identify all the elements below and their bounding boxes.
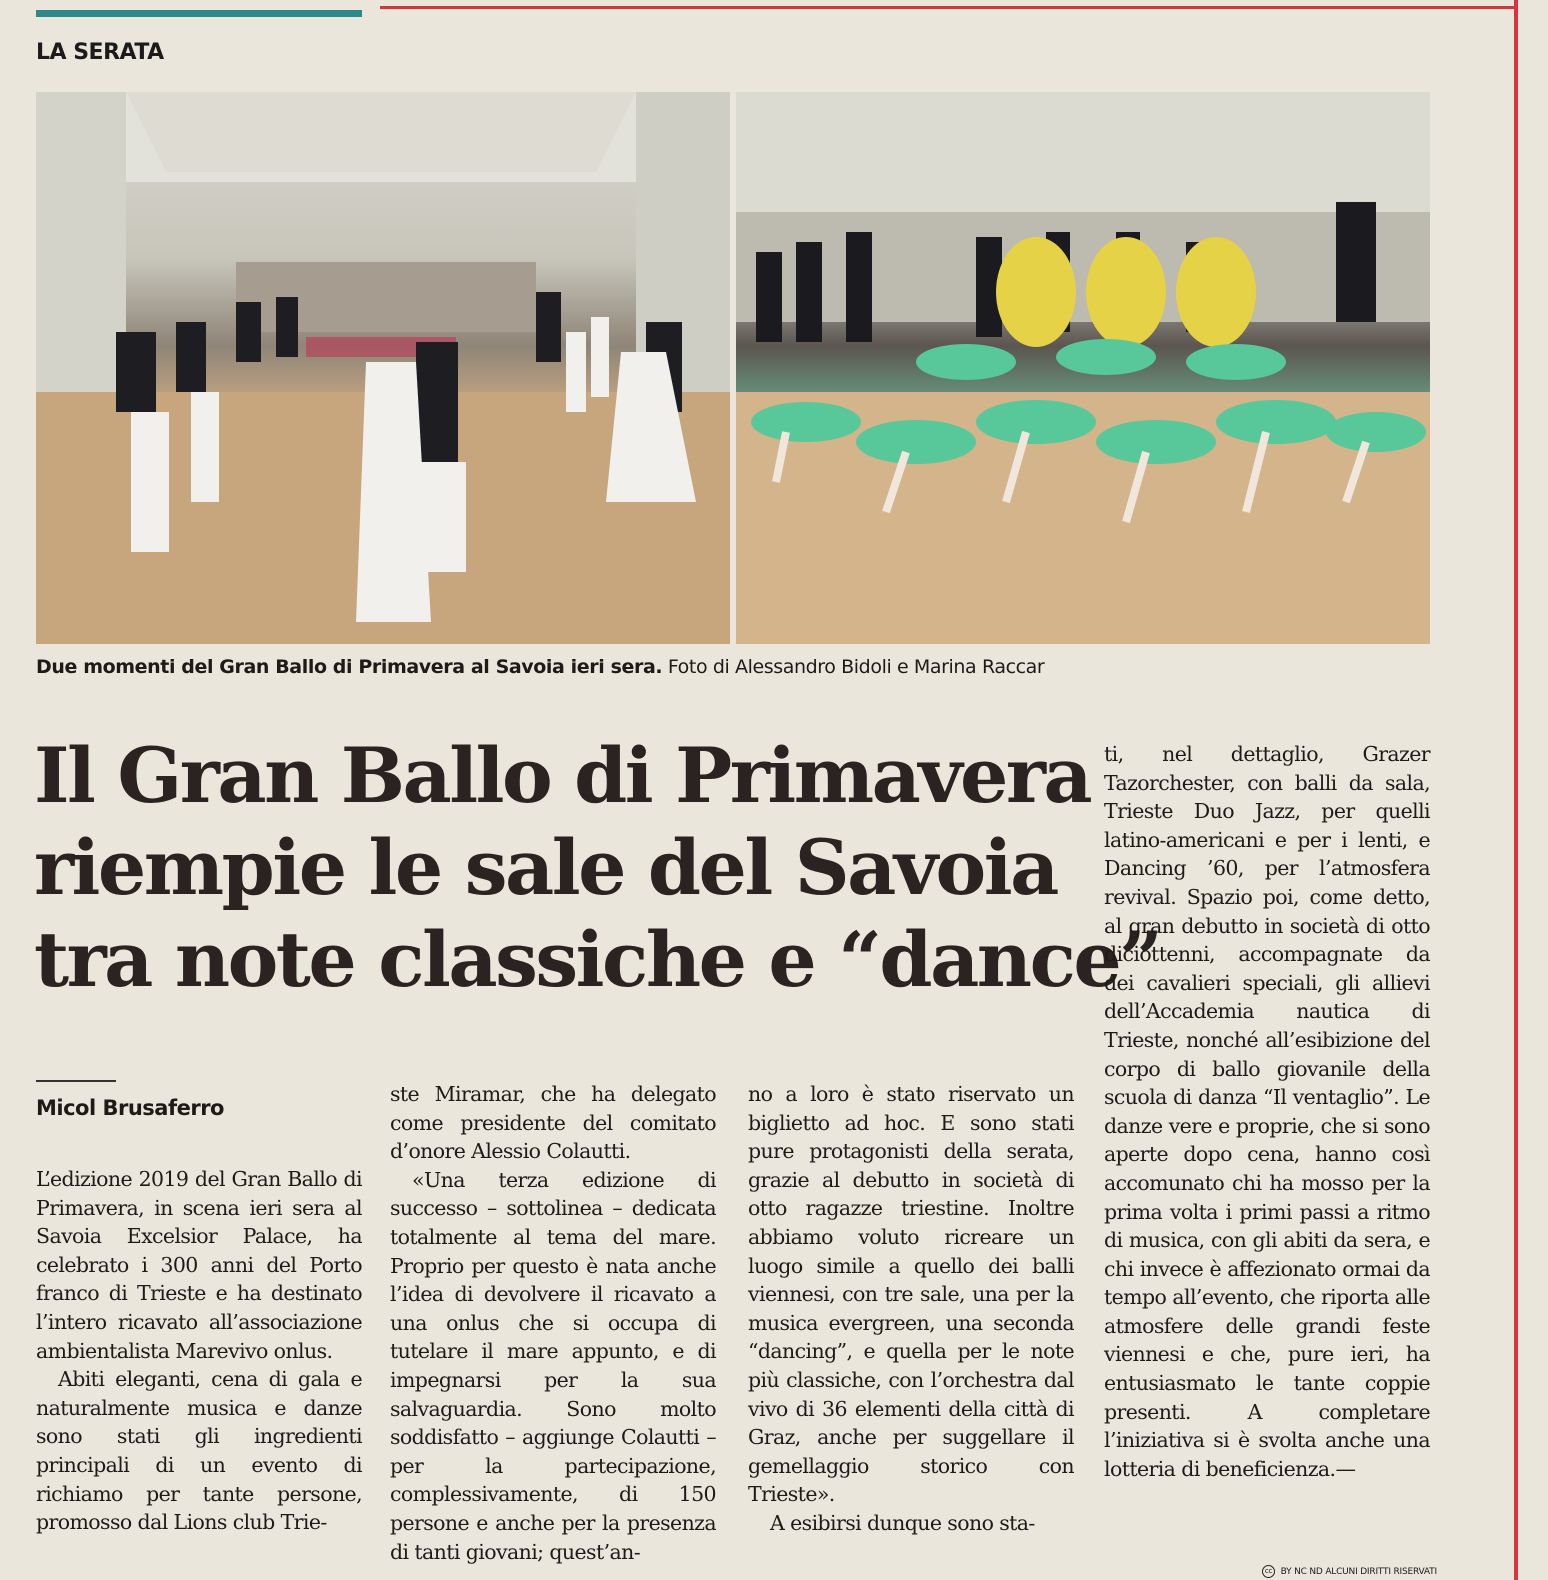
paragraph: A esibirsi dunque sono sta-: [770, 1510, 1035, 1535]
headline-line: tra note classiche e “dance”: [34, 915, 1161, 1004]
article-headline: [34, 730, 1161, 1006]
license-text: BY NC ND ALCUNI DIRITTI RISERVATI: [1280, 1567, 1437, 1577]
creative-commons-icon: cc: [1262, 1565, 1275, 1578]
page-border-top: [380, 6, 1518, 9]
photo-caption: [36, 656, 1426, 678]
article-column-4: [1104, 740, 1430, 1483]
photo-ballroom-dancing: [36, 92, 730, 644]
caption-text: Due momenti del Gran Ballo di Primavera al Savoia ieri sera.: [36, 656, 663, 678]
paragraph: ti, nel dettaglio, Grazer Tazorchester, con balli da sala, Trieste Duo Jazz, per quelli latino-americani e per i lenti, e Dancing ’60, per l’atmosfera revival. Spazio poi, come detto, al gran debutto in società di otto diciottenni, accompagnate da dei cavalieri speciali, gli allievi dell’Accademia nautica di Trieste, nonché all’esibizione del corpo di ballo giovanile della scuola di danza “Il ventaglio”. Le danze vere e proprie, che si sono aperte dopo cena, hanno così accomunato chi ha mosso per la prima volta i primi passi a ritmo di musica, con gli abiti da sera, e chi invece è affezionato ormai da tempo all’evento, che riporta alle atmosfere delle grandi feste viennesi e che, pure ieri, ha entusiasmato le tante coppie presenti. A completare l’iniziativa si è svolta anche una lotteria di beneficienza.—: [1104, 742, 1430, 1481]
article-column-1: [36, 1165, 362, 1537]
photo-credit: Foto di Alessandro Bidoli e Marina Raccar: [667, 656, 1045, 678]
paragraph: Abiti eleganti, cena di gala e naturalmente musica e danze sono stati gli ingredienti principali di un evento di richiamo per tante persone, promosso dal Lions club Trie-: [36, 1367, 362, 1535]
section-color-bar: [36, 10, 362, 17]
section-label: LA SERATA: [36, 40, 164, 65]
photo-ballet-performance: [736, 92, 1430, 644]
byline-rule: [36, 1080, 116, 1082]
paragraph: ste Miramar, che ha delegato come presidente del comitato d’onore Alessio Colautti.: [390, 1082, 716, 1164]
paragraph: no a loro è stato riservato un biglietto ad hoc. E sono stati pure protagonisti della serata, grazie al debutto in società di otto ragazze triestine. Inoltre abbiamo voluto ricreare un luogo simile a quello dei balli viennesi, con tre sale, una per la musica evergreen, una seconda “dancing”, e quella per le note più classiche, con l’orchestra dal vivo di 36 elementi della città di Graz, anche per suggellare il gemellaggio storico con Trieste».: [748, 1082, 1074, 1507]
license-notice: [1262, 1565, 1437, 1578]
page-border-right: [1514, 0, 1518, 1580]
paragraph: «Una terza edizione di successo – sottolinea – dedicata totalmente al tema del mare. Proprio per questo è nata anche l’idea di devolvere il ricavato a una onlus che si occupa di tutelare il mare appunto, e di impegnarsi per la sua salvaguardia. Sono molto soddisfatto – aggiunge Colautti – per la partecipazione, complessivamente, di 150 persone e anche per la presenza di tanti giovani; quest’an-: [390, 1167, 716, 1564]
article-column-3: [748, 1080, 1074, 1538]
paragraph: L’edizione 2019 del Gran Ballo di Primavera, in scena ieri sera al Savoia Excelsior Palace, ha celebrato i 300 anni del Porto franco di Trieste e ha destinato l’intero ricavato all’associazione ambientalista Marevivo onlus.: [36, 1167, 362, 1363]
headline-line: Il Gran Ballo di Primavera: [34, 731, 1091, 820]
article-column-2: [390, 1080, 716, 1566]
author-byline: Micol Brusaferro: [36, 1096, 224, 1120]
headline-line: riempie le sale del Savoia: [34, 823, 1057, 912]
